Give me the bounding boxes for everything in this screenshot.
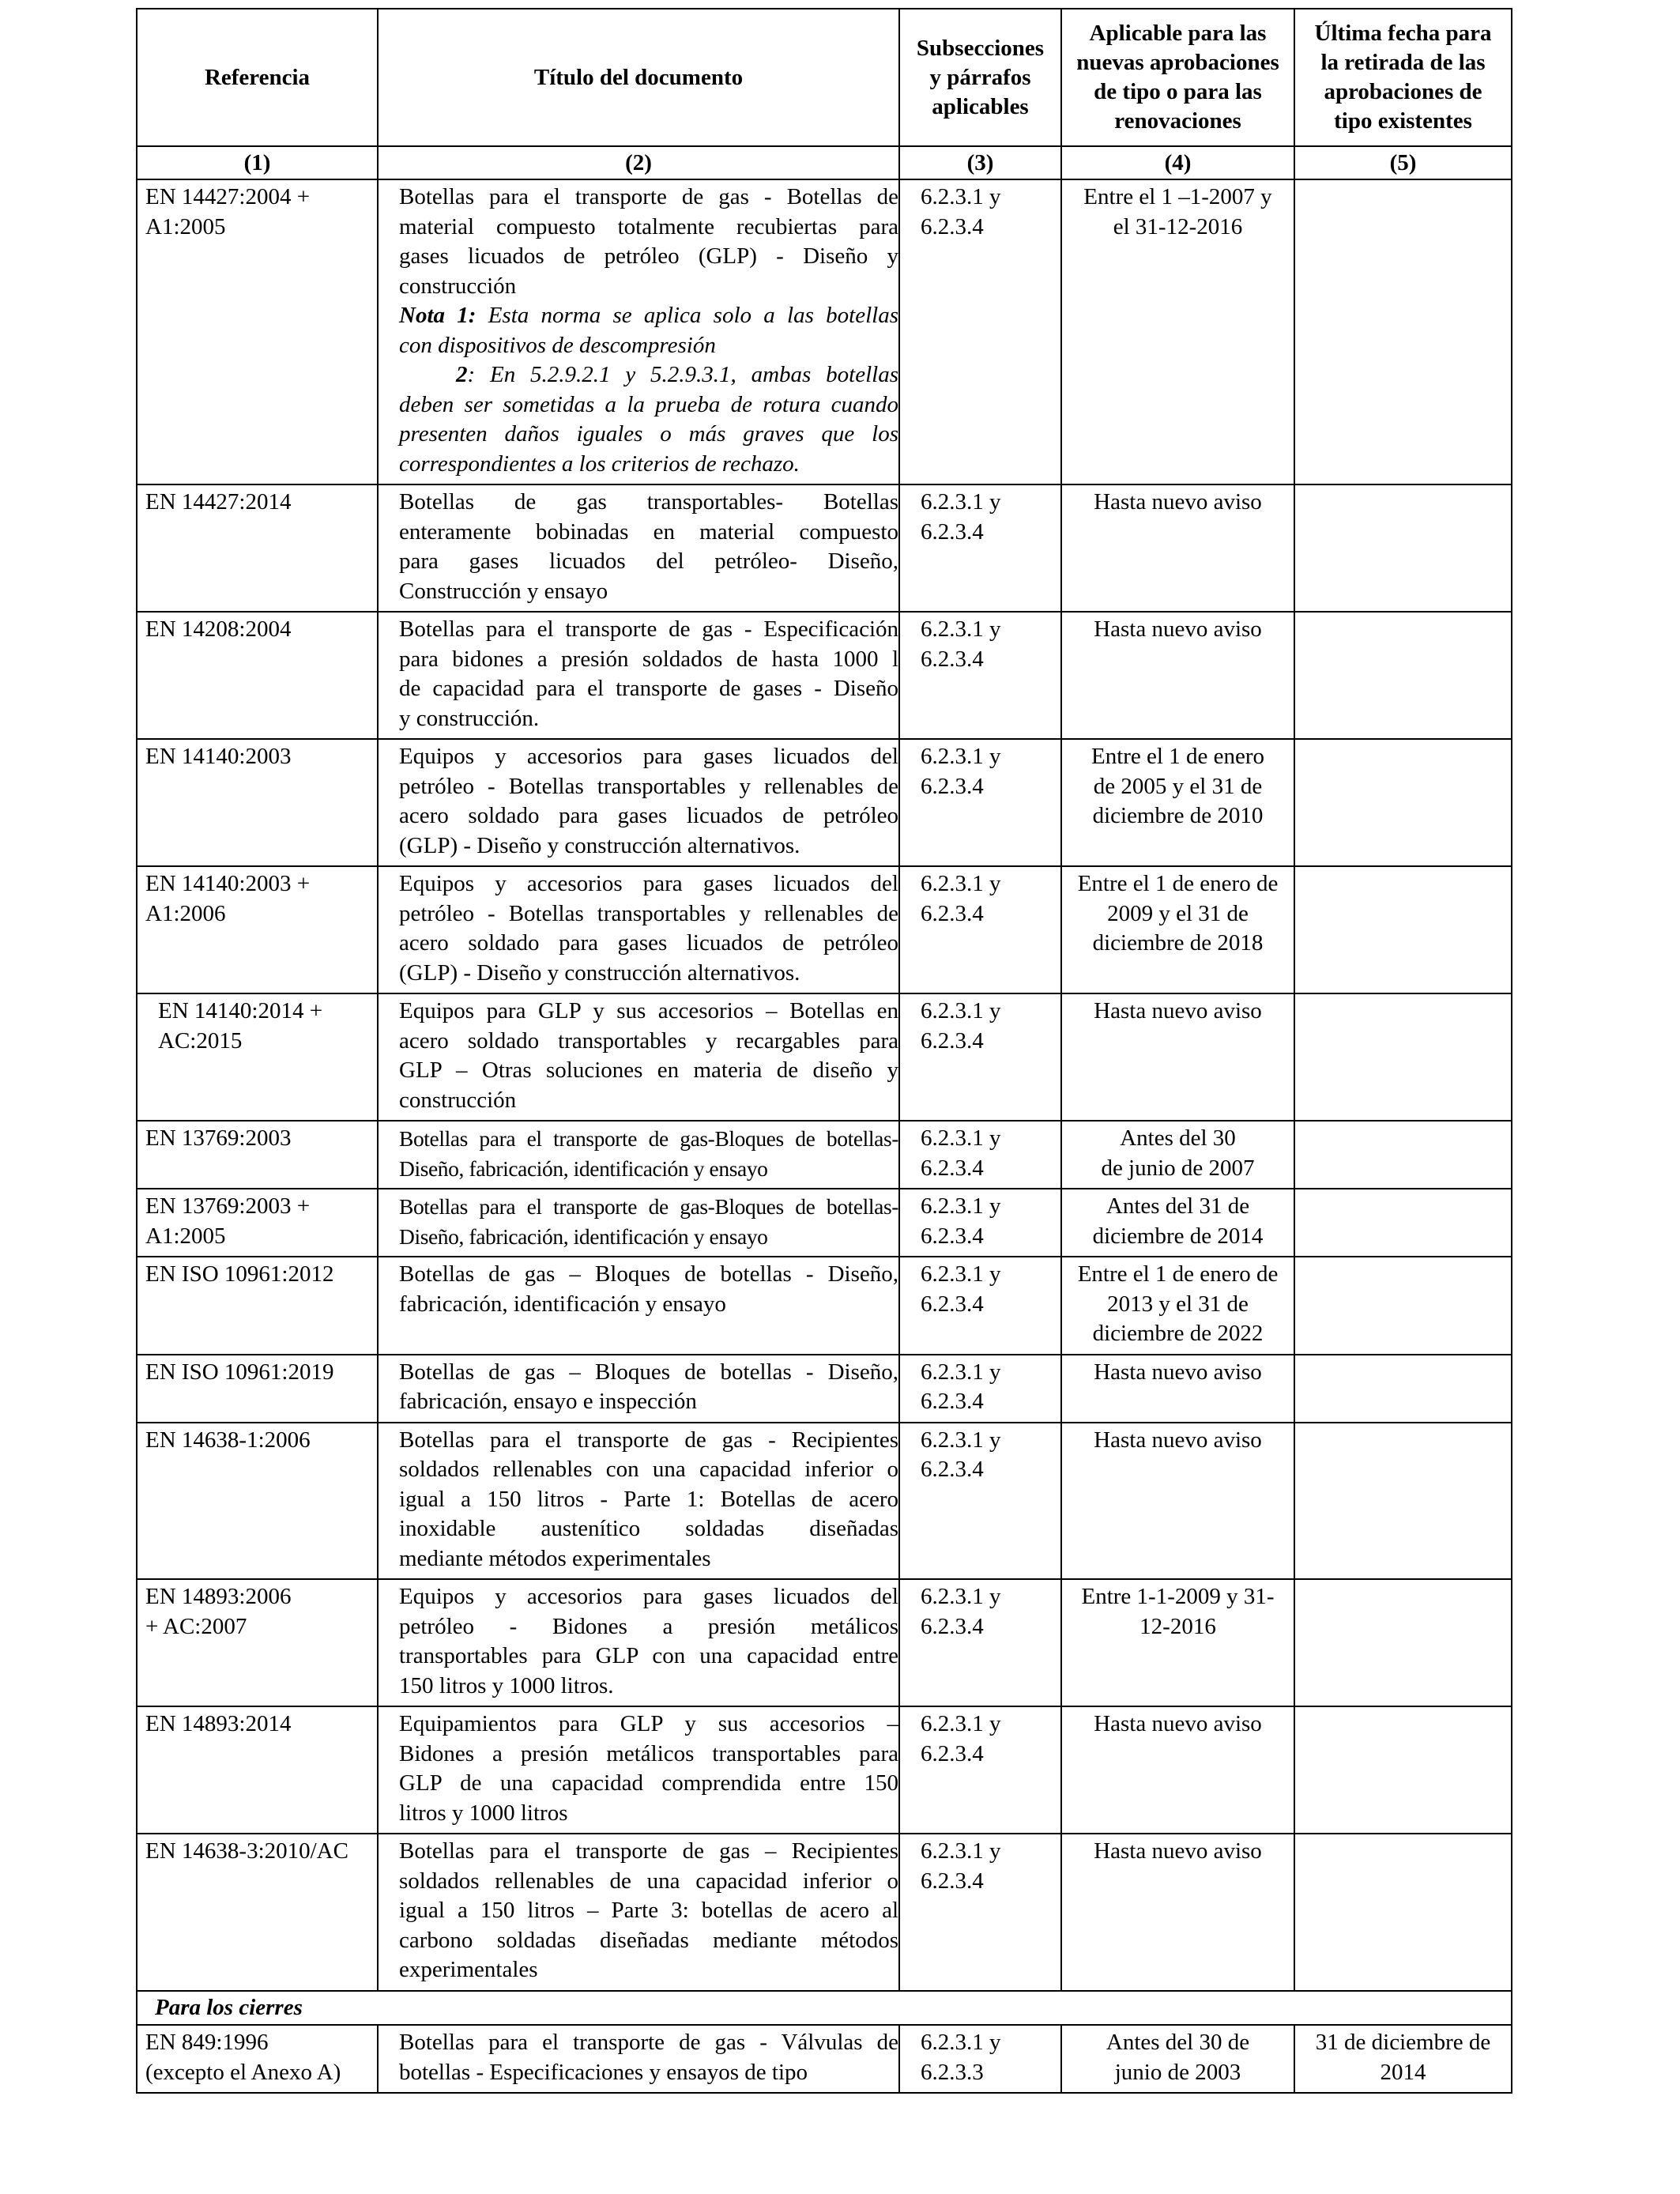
column-number-row [137, 146, 1512, 179]
text-line: botellas - Especificaciones y ensayos de tipo [399, 2059, 808, 2085]
subsections-cell [899, 1579, 1061, 1706]
text-line: 6.2.3.4 [921, 1389, 984, 1414]
text-line: EN 14893:2006 [145, 1584, 292, 1609]
text-line: transportables para GLP con una capacidad entre [399, 1643, 898, 1668]
text-line: 6.2.3.1 y [921, 1261, 1001, 1287]
document-title-cell [378, 612, 899, 739]
text-line: (excepto el Anexo A) [145, 2059, 341, 2085]
subsections-cell [899, 993, 1061, 1121]
table-row [137, 484, 1512, 612]
text-line: Equipamientos para GLP y sus accesorios – [399, 1711, 898, 1736]
text-line: Botellas para el transporte de gas-Bloques de botellas- [399, 1126, 898, 1151]
text-line: 6.2.3.1 y [921, 1193, 1001, 1219]
document-title-cell [378, 1423, 899, 1580]
reference-cell [137, 1834, 378, 1991]
applicable-date-cell [1061, 1423, 1294, 1580]
applicable-date-cell [1061, 993, 1294, 1121]
header-ultima-fecha [1294, 9, 1512, 146]
text-line: EN 14638-3:2010/AC [145, 1838, 348, 1864]
text-line: A1:2005 [145, 1223, 226, 1249]
text-line: 6.2.3.1 y [921, 1359, 1001, 1385]
text-line: litros y 1000 litros [399, 1800, 568, 1826]
reference-cell [137, 1706, 378, 1834]
document-title-cell [378, 1706, 899, 1834]
text-line: 6.2.3.4 [921, 213, 984, 239]
text-line: Bidones a presión metálicos transportables para [399, 1740, 898, 1766]
text-line: EN 14140:2003 + [145, 871, 311, 896]
document-title-cell [378, 1579, 899, 1706]
applicable-date-cell [1061, 1834, 1294, 1991]
text-line: Equipos para GLP y sus accesorios – Botellas en [399, 998, 898, 1023]
text-line: y párrafos [929, 64, 1031, 90]
reference-cell [137, 1257, 378, 1355]
subsections-cell [899, 1189, 1061, 1257]
text-line: fabricación, identificación y ensayo [399, 1291, 726, 1317]
text-line: Antes del 31 de [1106, 1193, 1250, 1219]
header-aplicable [1061, 9, 1294, 146]
applicable-date-cell [1061, 866, 1294, 993]
applicable-date-cell [1061, 179, 1294, 484]
text-line: Hasta nuevo aviso [1094, 1427, 1262, 1453]
document-title-cell [378, 1355, 899, 1423]
text-line: Botellas para el transporte de gas – Recipientes [399, 1838, 898, 1864]
text-line: 6.2.3.4 [921, 900, 984, 926]
note-2: 2: En 5.2.9.2.1 y 5.2.9.3.1, ambas botellas deben ser sometidas a la prueba de rotura cuando presenten daños iguales o más graves que los correspondientes a los criterios de rechazo. [399, 362, 898, 477]
subsections-cell [899, 1423, 1061, 1580]
table-row [137, 1834, 1512, 1991]
text-line: de tipo o para las [1094, 79, 1262, 104]
text-line: Construcción y ensayo [399, 578, 608, 604]
withdrawal-date-cell [1294, 2025, 1512, 2093]
header-referencia: Referencia [137, 9, 378, 146]
reference-cell [137, 179, 378, 484]
document-title-cell [378, 1189, 899, 1257]
withdrawal-date-cell [1294, 179, 1512, 484]
text-line: AC:2015 [158, 1027, 243, 1054]
reference-cell [137, 612, 378, 739]
text-line: 6.2.3.4 [921, 1457, 984, 1482]
text-line: Entre el 1 de enero de [1077, 871, 1279, 896]
text-line: EN ISO 10961:2019 [145, 1359, 334, 1385]
subsections-cell [899, 1834, 1061, 1991]
text-line: 6.2.3.4 [921, 1027, 984, 1054]
table-row [137, 866, 1512, 993]
text-line: GLP – Otras soluciones en materia de diseño y [399, 1057, 898, 1083]
text-line: enteramente bobinadas en material compuesto [399, 518, 898, 545]
text-line: Entre 1-1-2009 y 31- [1081, 1584, 1275, 1609]
document-title-cell [378, 866, 899, 993]
reference-cell [137, 1189, 378, 1257]
column-number: (4) [1061, 146, 1294, 179]
table-row [137, 1423, 1512, 1580]
text-line: EN 13769:2003 + [145, 1193, 311, 1219]
text-line: Hasta nuevo aviso [1094, 616, 1262, 642]
text-line: Botellas para el transporte de gas - Recipientes [399, 1427, 898, 1453]
text-line: Hasta nuevo aviso [1094, 1838, 1262, 1864]
document-title-cell [378, 1257, 899, 1355]
text-line: 6.2.3.4 [921, 1223, 984, 1249]
text-line: EN 14893:2014 [145, 1711, 292, 1736]
text-line: construcción [399, 1087, 517, 1113]
applicable-date-cell [1061, 1579, 1294, 1706]
text-line: Hasta nuevo aviso [1094, 1711, 1262, 1736]
text-line: 2014 [1380, 2059, 1426, 2085]
text-line: construcción [399, 273, 517, 299]
text-line: carbono soldadas diseñadas mediante métodos [399, 1927, 898, 1953]
header-titulo: Título del documento [378, 9, 899, 146]
text-line: acero soldado para gases licuados de petróleo [399, 930, 898, 956]
text-line: acero soldado para gases licuados de petróleo [399, 803, 898, 828]
text-line: 12-2016 [1139, 1613, 1216, 1639]
text-line: 6.2.3.4 [921, 1155, 984, 1181]
applicable-date-cell [1061, 1257, 1294, 1355]
applicable-date-cell [1061, 1189, 1294, 1257]
text-line: de capacidad para el transporte de gases - Diseño [399, 676, 898, 701]
document-title-cell [378, 2025, 899, 2093]
reference-cell [137, 739, 378, 866]
document-title-cell [378, 1121, 899, 1189]
applicable-date-cell [1061, 1121, 1294, 1189]
withdrawal-date-cell [1294, 1189, 1512, 1257]
text-line: 6.2.3.4 [921, 1613, 984, 1639]
text-line: EN 14638-1:2006 [145, 1427, 311, 1453]
withdrawal-date-cell [1294, 1834, 1512, 1991]
withdrawal-date-cell [1294, 1121, 1512, 1189]
text-line: Botellas de gas – Bloques de botellas - Diseño, [399, 1359, 898, 1385]
text-line: petróleo - Botellas transportables y rellenables de [399, 773, 898, 799]
text-line: acero soldado transportables y recargables para [399, 1027, 898, 1054]
text-line: aprobaciones de [1324, 79, 1482, 104]
withdrawal-date-cell [1294, 1423, 1512, 1580]
text-line: petróleo - Bidones a presión metálicos [399, 1613, 898, 1639]
text-line: soldados rellenables de una capacidad inferior o [399, 1868, 898, 1894]
text-line: 6.2.3.3 [921, 2059, 984, 2085]
applicable-date-cell [1061, 2025, 1294, 2093]
text-line: diciembre de 2018 [1092, 930, 1264, 956]
subsections-cell [899, 612, 1061, 739]
document-title-cell [378, 993, 899, 1121]
text-line: 6.2.3.1 y [921, 1838, 1001, 1864]
text-line: Botellas para el transporte de gas - Botellas de [399, 184, 898, 209]
subsections-cell [899, 2025, 1061, 2093]
text-line: 6.2.3.4 [921, 646, 984, 672]
text-line: 2009 y el 31 de [1107, 900, 1249, 926]
text-line: Antes del 30 [1120, 1125, 1236, 1151]
subsections-cell [899, 1355, 1061, 1423]
text-line: EN 14427:2014 [145, 489, 292, 515]
text-line: Hasta nuevo aviso [1094, 489, 1262, 515]
table-row [137, 1257, 1512, 1355]
applicable-date-cell [1061, 1706, 1294, 1834]
text-line: EN 14208:2004 [145, 616, 292, 642]
text-line: 6.2.3.1 y [921, 1711, 1001, 1736]
subsections-cell [899, 179, 1061, 484]
withdrawal-date-cell [1294, 993, 1512, 1121]
text-line: EN 849:1996 [145, 2030, 269, 2055]
text-line: Entre el 1 de enero de [1077, 1261, 1279, 1287]
withdrawal-date-cell [1294, 739, 1512, 866]
subsections-cell [899, 739, 1061, 866]
text-line: EN 14427:2004 + [145, 184, 311, 209]
text-line: Entre el 1 –1-2007 y [1083, 184, 1272, 209]
document-title-cell [378, 739, 899, 866]
table-row [137, 1706, 1512, 1834]
text-line: Botellas para el transporte de gas - Válvulas de [399, 2030, 898, 2055]
text-line: 6.2.3.4 [921, 773, 984, 799]
text-line: nuevas aprobaciones [1076, 50, 1279, 75]
subsections-cell [899, 1121, 1061, 1189]
text-line: 6.2.3.1 y [921, 489, 1001, 515]
section-heading: Para los cierres [137, 1991, 1512, 2026]
withdrawal-date-cell [1294, 1257, 1512, 1355]
text-line: de 2005 y el 31 de [1093, 773, 1263, 799]
text-line: 150 litros y 1000 litros. [399, 1672, 614, 1698]
text-line: diciembre de 2022 [1092, 1321, 1264, 1346]
withdrawal-date-cell [1294, 1579, 1512, 1706]
text-line: Botellas de gas transportables- Botellas [399, 489, 898, 515]
reference-cell [137, 866, 378, 993]
text-line: Aplicable para las [1089, 21, 1267, 46]
text-line: Botellas para el transporte de gas-Bloques de botellas- [399, 1194, 898, 1219]
text-line: 6.2.3.1 y [921, 1427, 1001, 1453]
table-row [137, 1121, 1512, 1189]
withdrawal-date-cell [1294, 1706, 1512, 1834]
text-line: diciembre de 2014 [1092, 1223, 1264, 1249]
applicable-date-cell [1061, 1355, 1294, 1423]
withdrawal-date-cell [1294, 866, 1512, 993]
text-line: EN 14140:2003 [145, 744, 292, 769]
table-row [137, 739, 1512, 866]
text-line: Diseño, fabricación, identificación y ensayo [399, 1223, 768, 1249]
text-line: renovaciones [1114, 108, 1241, 134]
text-line: Hasta nuevo aviso [1094, 1359, 1262, 1385]
text-line: (GLP) - Diseño y construcción alternativos. [399, 959, 800, 986]
text-line: igual a 150 litros – Parte 3: botellas de acero al [399, 1898, 898, 1923]
text-line: Última fecha para [1314, 21, 1492, 46]
table-row [137, 179, 1512, 484]
reference-cell [137, 1121, 378, 1189]
table-row [137, 1355, 1512, 1423]
table-row [137, 1189, 1512, 1257]
column-number: (5) [1294, 146, 1512, 179]
withdrawal-date-cell [1294, 612, 1512, 739]
text-line: 2013 y el 31 de [1107, 1291, 1249, 1317]
reference-cell [137, 1423, 378, 1580]
text-line: Antes del 30 de [1106, 2030, 1250, 2055]
reference-cell [137, 1579, 378, 1706]
standards-table [136, 8, 1512, 2094]
text-line: 6.2.3.1 y [921, 871, 1001, 896]
section-row [137, 1991, 1512, 2026]
text-line: 6.2.3.4 [921, 518, 984, 545]
text-line: diciembre de 2010 [1092, 803, 1264, 828]
reference-cell [137, 2025, 378, 2093]
text-line: Botellas para el transporte de gas - Especificación [399, 616, 898, 642]
text-line: A1:2006 [145, 900, 226, 926]
text-line: fabricación, ensayo e inspección [399, 1389, 697, 1414]
withdrawal-date-cell [1294, 1355, 1512, 1423]
text-line: mediante métodos experimentales [399, 1545, 711, 1571]
text-line: 6.2.3.4 [921, 1291, 984, 1317]
text-line: 31 de diciembre de [1315, 2030, 1491, 2055]
text-line: Entre el 1 de enero [1090, 744, 1264, 769]
applicable-date-cell [1061, 612, 1294, 739]
reference-cell [137, 1355, 378, 1423]
text-line: 6.2.3.1 y [921, 2030, 1001, 2055]
reference-cell [137, 993, 378, 1121]
text-line: Equipos y accesorios para gases licuados del [399, 871, 898, 896]
text-line: y construcción. [399, 705, 540, 731]
text-line: EN 13769:2003 [145, 1125, 292, 1151]
header-row [137, 9, 1512, 146]
text-line: igual a 150 litros - Parte 1: Botellas de acero [399, 1486, 898, 1512]
table-row [137, 2025, 1512, 2093]
applicable-date-cell [1061, 484, 1294, 612]
subsections-cell [899, 484, 1061, 612]
text-line: material compuesto totalmente recubiertas para [399, 213, 898, 239]
text-line: de junio de 2007 [1101, 1155, 1255, 1181]
text-line: + AC:2007 [145, 1613, 247, 1639]
text-line: inoxidable austenítico soldadas diseñadas [399, 1516, 898, 1541]
text-line: Hasta nuevo aviso [1094, 998, 1262, 1023]
text-line: la retirada de las [1320, 50, 1486, 75]
text-line: junio de 2003 [1114, 2059, 1241, 2085]
text-line: Equipos y accesorios para gases licuados del [399, 744, 898, 769]
column-number: (1) [137, 146, 378, 179]
text-line: Subsecciones [916, 35, 1045, 61]
applicable-date-cell [1061, 739, 1294, 866]
column-number: (2) [378, 146, 899, 179]
text-line: 6.2.3.1 y [921, 184, 1001, 209]
text-line: Equipos y accesorios para gases licuados del [399, 1584, 898, 1609]
text-line: (GLP) - Diseño y construcción alternativos. [399, 832, 800, 858]
text-line: 6.2.3.1 y [921, 1584, 1001, 1609]
column-number: (3) [899, 146, 1061, 179]
text-line: gases licuados de petróleo (GLP) - Diseño y [399, 243, 898, 269]
text-line: Botellas de gas – Bloques de botellas - Diseño, [399, 1261, 898, 1287]
text-line: soldados rellenables con una capacidad inferior o [399, 1457, 898, 1482]
subsections-cell [899, 1257, 1061, 1355]
text-line: para bidones a presión soldados de hasta 1000 l [399, 646, 898, 672]
reference-cell [137, 484, 378, 612]
withdrawal-date-cell [1294, 484, 1512, 612]
text-line: 6.2.3.4 [921, 1868, 984, 1894]
document-title-cell [378, 484, 899, 612]
text-line: EN 14140:2014 + [158, 998, 323, 1023]
subsections-cell [899, 866, 1061, 993]
text-line: tipo existentes [1334, 108, 1472, 134]
table-row [137, 1579, 1512, 1706]
table-row [137, 993, 1512, 1121]
text-line: 6.2.3.4 [921, 1740, 984, 1766]
text-line: 6.2.3.1 y [921, 1125, 1001, 1151]
text-line: 6.2.3.1 y [921, 998, 1001, 1023]
text-line: EN ISO 10961:2012 [145, 1261, 334, 1287]
text-line: Diseño, fabricación, identificación y ensayo [399, 1155, 768, 1181]
subsections-cell [899, 1706, 1061, 1834]
text-line: para gases licuados del petróleo- Diseño, [399, 548, 898, 574]
note-1: Nota 1: Esta norma se aplica solo a las botellas con dispositivos de descompresión [399, 303, 898, 358]
text-line: aplicables [932, 93, 1029, 119]
document-title-cell [378, 179, 899, 484]
document-title-cell [378, 1834, 899, 1991]
header-subsecciones [899, 9, 1061, 146]
text-line: experimentales [399, 1957, 538, 1982]
table-row [137, 612, 1512, 739]
text-line: el 31-12-2016 [1113, 213, 1243, 239]
text-line: 6.2.3.1 y [921, 616, 1001, 642]
text-line: A1:2005 [145, 213, 226, 239]
text-line: petróleo - Botellas transportables y rellenables de [399, 900, 898, 926]
table-body [137, 179, 1512, 2093]
text-line: GLP de una capacidad comprendida entre 150 [399, 1770, 898, 1796]
text-line: 6.2.3.1 y [921, 744, 1001, 769]
